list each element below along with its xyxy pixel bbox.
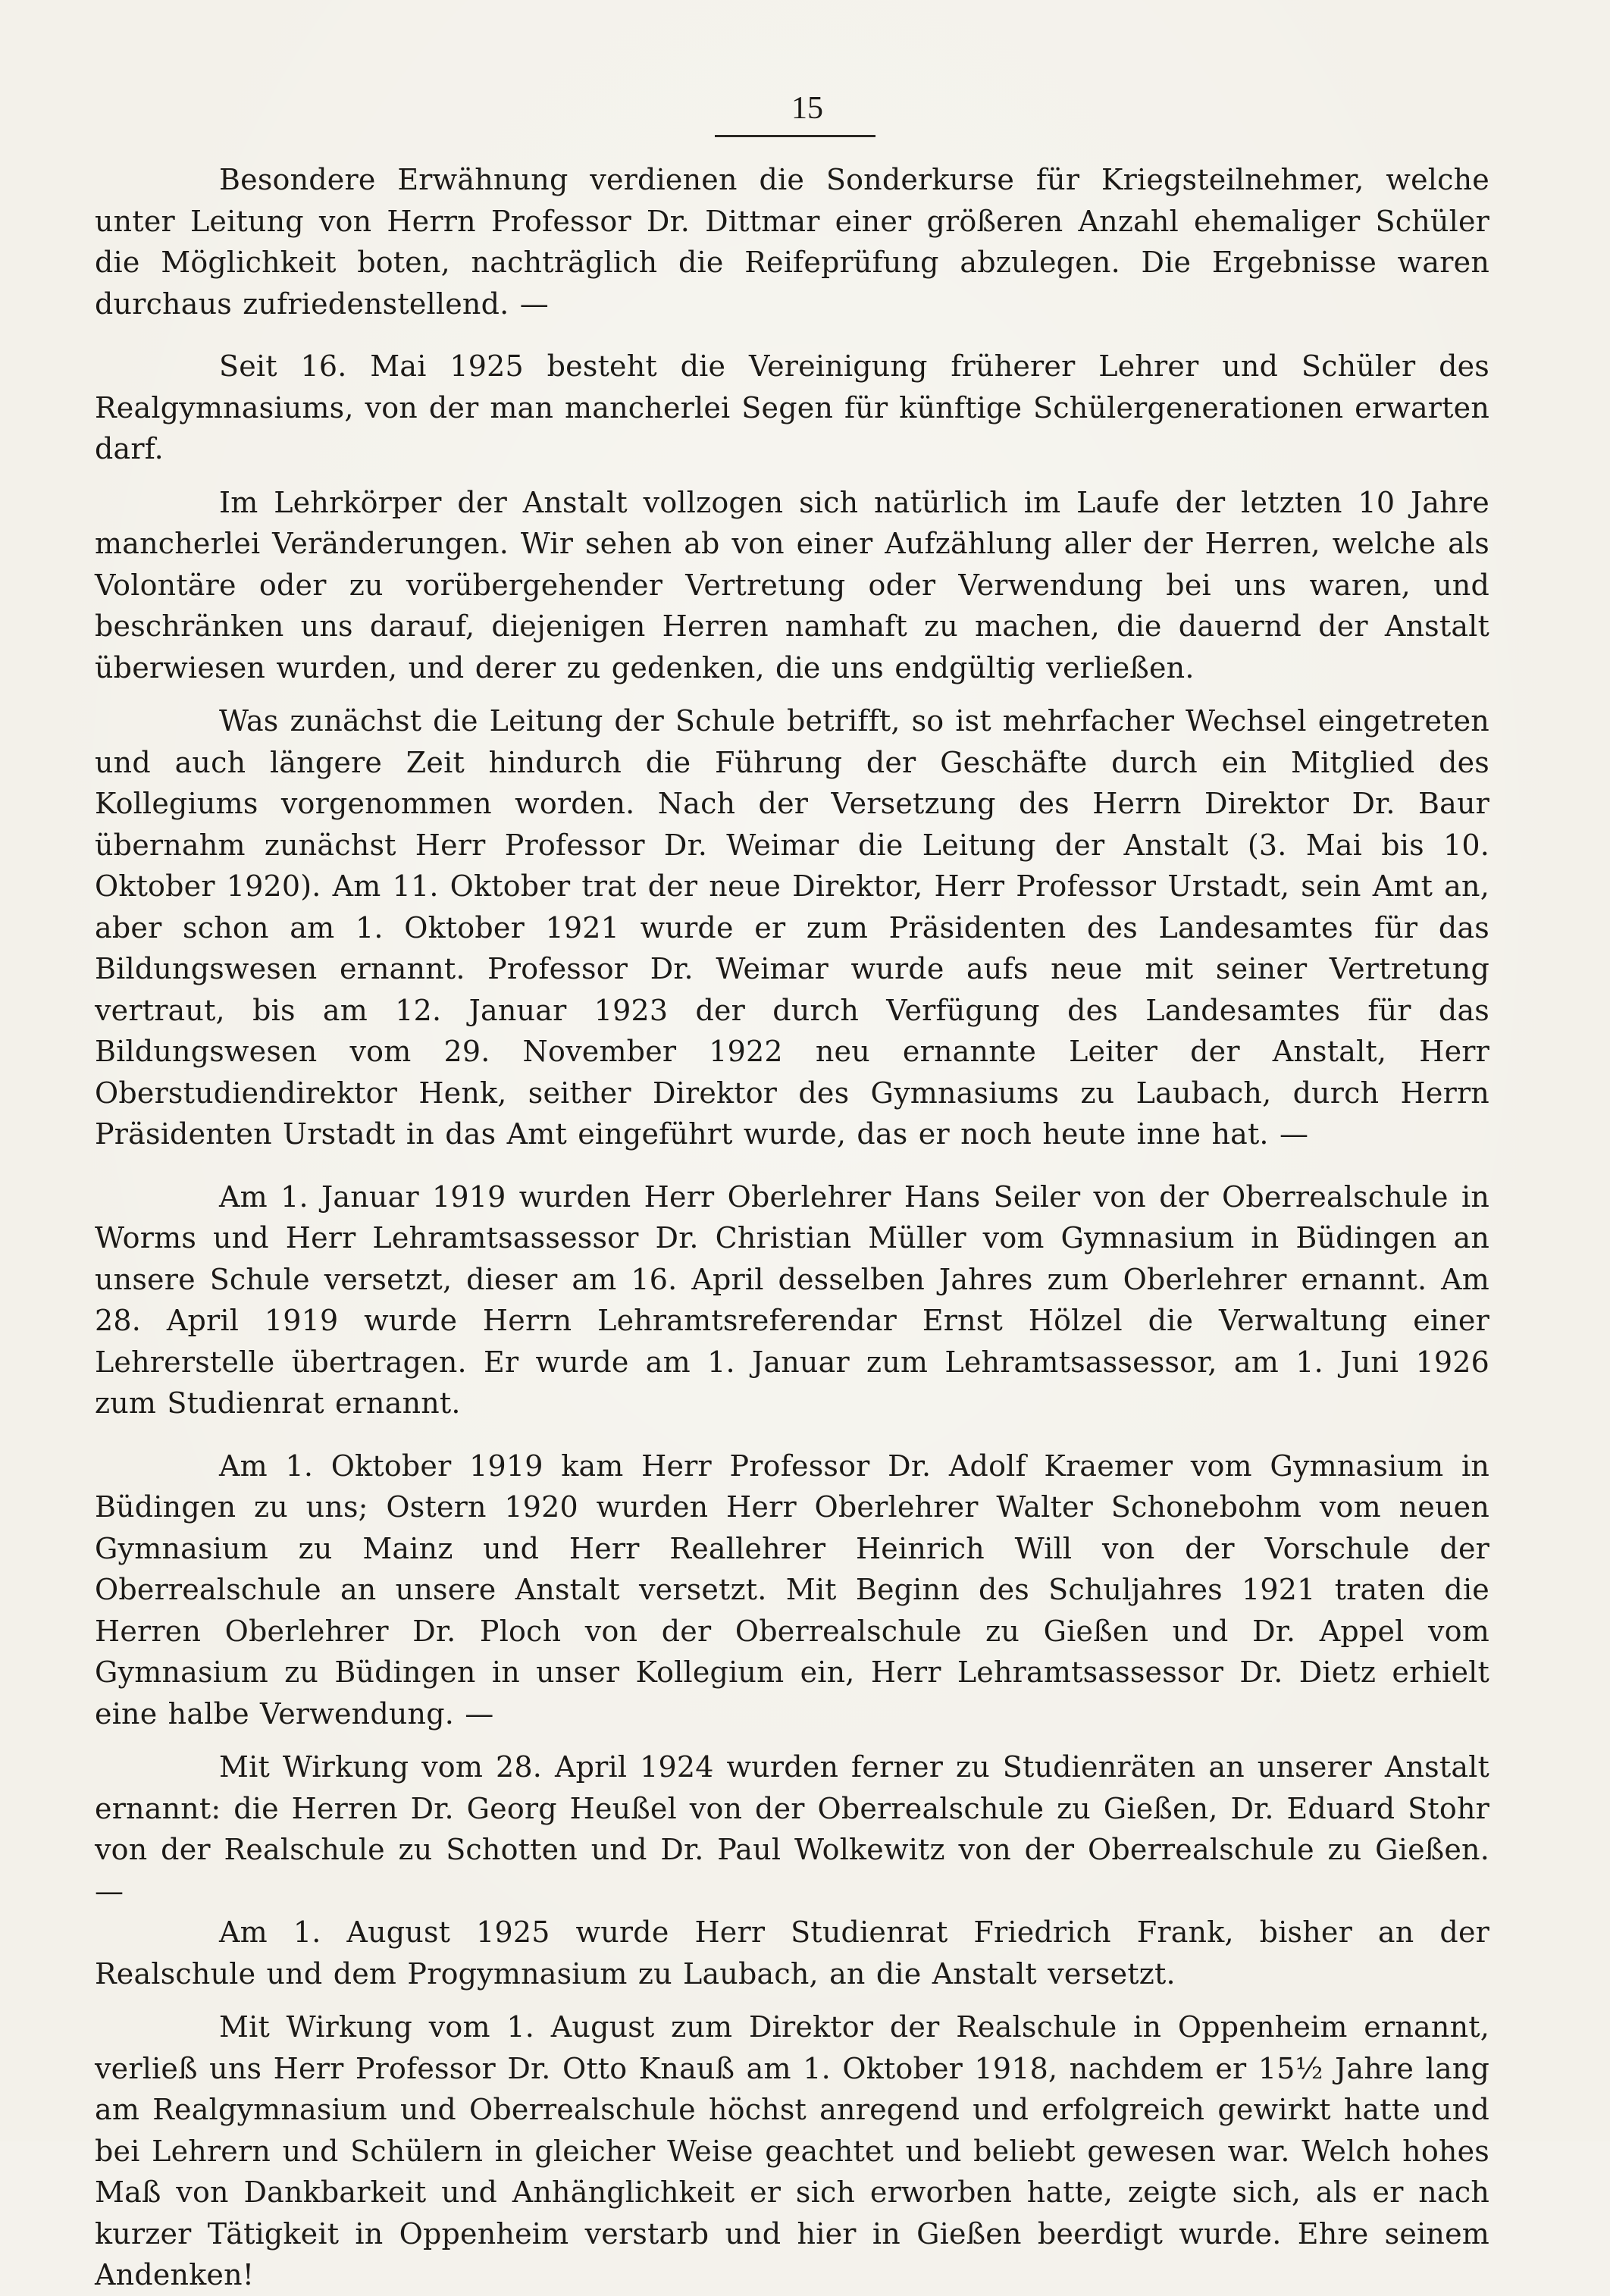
paragraph-knauss: Mit Wirkung vom 1. August zum Direktor der Realschule in Oppenheim ernannt, verließ uns Herr Professor Dr. Otto Knauß am 1. Oktober 1918, nachdem er 15½ Jahre lang am Realgymnasium und Oberrealschule höchst anregend und erfolgreich gewirkt hatte und bei Lehrern und Schülern in gleicher Weise geachtet und beliebt gewesen war. Welch hohes Maß von Dankbarkeit und Anhänglichkeit er sich erworben hatte, zeigte sich, als er nach kurzer Tätigkeit in Oppenheim verstarb und hier in Gießen beerdigt wurde. Ehre seinem Andenken!	[95, 2010, 1489, 2291]
paragraph-oktober-1919: Am 1. Oktober 1919 kam Herr Professor Dr. Adolf Kraemer vom Gymnasium in Büdingen zu uns; Ostern 1920 wurden Herr Oberlehrer Walter Schonebohm vom neuen Gymnasium zu Mainz und Herr Reallehrer Heinrich Will von der Vorschule der Oberrealschule an unsere Anstalt versetzt. Mit Beginn des Schuljahres 1921 traten die Herren Oberlehrer Dr. Ploch von der Oberrealschule zu Gießen und Dr. Appel vom Gymnasium zu Büdingen in unser Kollegium ein, Herr Lehramtsassessor Dr. Dietz erhielt eine halbe Verwendung. —	[95, 1449, 1489, 1731]
page-number: 15	[791, 91, 823, 126]
body-text	[95, 159, 1489, 2296]
paragraph-januar-1919: Am 1. Januar 1919 wurden Herr Oberlehrer Hans Seiler von der Oberrealschule in Worms und Herr Lehramtsassessor Dr. Christian Müller vom Gymnasium in Büdingen an unsere Schule versetzt, dieser am 16. April desselben Jahres zum Oberlehrer ernannt. Am 28. April 1919 wurde Herrn Lehramtsreferendar Ernst Hölzel die Verwaltung einer Lehrerstelle übertragen. Er wurde am 1. Januar zum Lehramtsassessor, am 1. Juni 1926 zum Studienrat ernannt.	[95, 1179, 1489, 1420]
paragraph-august-1925: Am 1. August 1925 wurde Herr Studienrat Friedrich Frank, bisher an der Realschule und dem Progymnasium zu Laubach, an die Anstalt versetzt.	[95, 1915, 1489, 1991]
paragraph-leitung: Was zunächst die Leitung der Schule betrifft, so ist mehrfacher Wechsel eingetreten und auch längere Zeit hindurch die Führung der Geschäfte durch ein Mitglied des Kollegiums vorgenommen worden. Nach der Versetzung des Herrn Direktor Dr. Baur übernahm zunächst Herr Professor Dr. Weimar die Leitung der Anstalt (3. Mai bis 10. Oktober 1920). Am 11. Oktober trat der neue Direktor, Herr Professor Urstadt, sein Amt an, aber schon am 1. Oktober 1921 wurde er zum Präsidenten des Landesamtes für das Bildungswesen ernannt. Professor Dr. Weimar wurde aufs neue mit seiner Vertretung vertraut, bis am 12. Januar 1923 der durch Verfügung des Landesamtes für das Bildungswesen vom 29. November 1922 neu ernannte Leiter der Anstalt, Herr Oberstudiendirektor Henk, seither Direktor des Gymnasiums zu Laubach, durch Herrn Präsidenten Urstadt in das Amt eingeführt wurde, das er noch heute inne hat. —	[95, 704, 1489, 1151]
paragraph-lehrkoerper: Im Lehrkörper der Anstalt vollzogen sich natürlich im Laufe der letzten 10 Jahre mancherlei Veränderungen. Wir sehen ab von einer Aufzählung aller der Herren, welche als Volontäre oder zu vorübergehender Vertretung oder Verwendung bei uns waren, und beschränken uns darauf, diejenigen Herren namhaft zu machen, die dauernd der Anstalt überwiesen wurden, und derer zu gedenken, die uns endgültig verließen.	[95, 485, 1489, 684]
paragraph-april-1924: Mit Wirkung vom 28. April 1924 wurden ferner zu Studienräten an unserer Anstalt ernannt: die Herren Dr. Georg Heußel von der Oberrealschule zu Gießen, Dr. Eduard Stohr von der Realschule zu Schotten und Dr. Paul Wolkewitz von der Oberrealschule zu Gießen. —	[95, 1750, 1489, 1908]
paragraph-sonderkurse: Besondere Erwähnung verdienen die Sonderkurse für Kriegsteilnehmer, welche unter Leitung von Herrn Professor Dr. Dittmar einer größeren Anzahl ehemaliger Schüler die Möglichkeit boten, nachträglich die Reifeprüfung abzulegen. Die Ergebnisse waren durchaus zufriedenstellend. —	[95, 163, 1489, 321]
page-number-rule	[715, 135, 875, 137]
paragraph-vereinigung: Seit 16. Mai 1925 besteht die Vereinigung früherer Lehrer und Schüler des Realgymnasiums, von der man mancherlei Segen für künftige Schülergenerationen erwarten darf.	[95, 349, 1489, 465]
